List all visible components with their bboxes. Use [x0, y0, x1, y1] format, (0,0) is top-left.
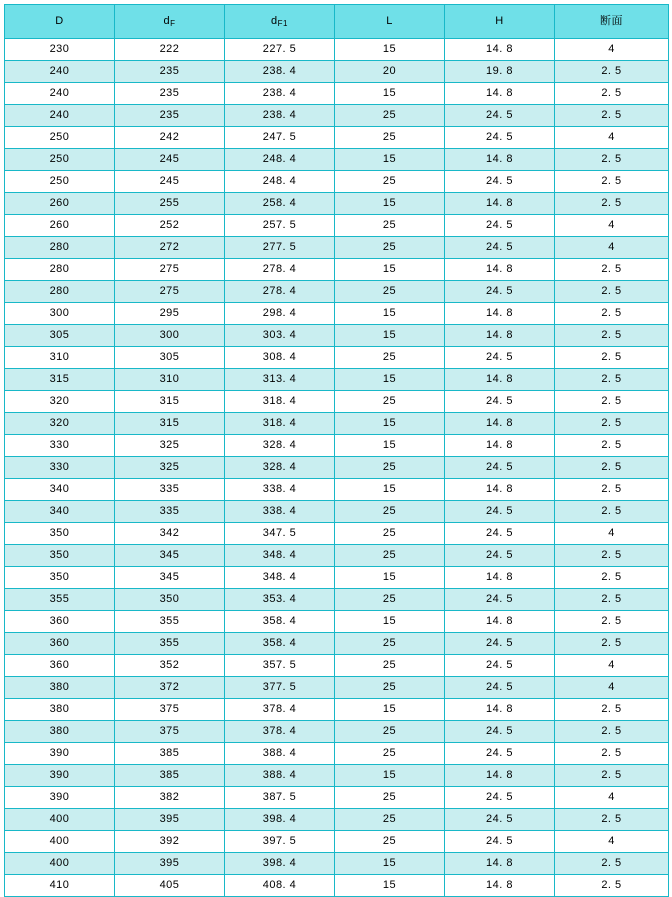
cell-section: 2. 5 [555, 545, 669, 567]
cell-d: 300 [5, 303, 115, 325]
cell-h: 24. 5 [445, 237, 555, 259]
cell-d: 250 [5, 127, 115, 149]
cell-l: 25 [335, 633, 445, 655]
cell-df1: 388. 4 [225, 743, 335, 765]
cell-h: 24. 5 [445, 457, 555, 479]
cell-section: 4 [555, 523, 669, 545]
cell-df: 235 [115, 61, 225, 83]
cell-l: 25 [335, 787, 445, 809]
cell-section: 2. 5 [555, 391, 669, 413]
table-row [5, 457, 669, 479]
cell-df: 235 [115, 83, 225, 105]
cell-l: 25 [335, 655, 445, 677]
column-header-l-text: L [386, 15, 393, 27]
cell-section: 2. 5 [555, 259, 669, 281]
cell-d: 280 [5, 259, 115, 281]
column-header-df1-text: d [271, 15, 278, 27]
cell-section: 2. 5 [555, 875, 669, 897]
cell-l: 25 [335, 677, 445, 699]
cell-l: 25 [335, 831, 445, 853]
cell-l: 15 [335, 325, 445, 347]
cell-df1: 238. 4 [225, 83, 335, 105]
cell-d: 240 [5, 83, 115, 105]
cell-l: 25 [335, 809, 445, 831]
cell-l: 15 [335, 149, 445, 171]
cell-df1: 278. 4 [225, 259, 335, 281]
cell-section: 2. 5 [555, 303, 669, 325]
cell-df1: 398. 4 [225, 809, 335, 831]
cell-l: 15 [335, 39, 445, 61]
table-row [5, 61, 669, 83]
column-header-df1 [225, 5, 335, 39]
cell-section: 2. 5 [555, 611, 669, 633]
cell-h: 14. 8 [445, 765, 555, 787]
cell-df: 405 [115, 875, 225, 897]
cell-section: 2. 5 [555, 369, 669, 391]
cell-df: 315 [115, 413, 225, 435]
cell-df1: 338. 4 [225, 479, 335, 501]
cell-df1: 248. 4 [225, 149, 335, 171]
cell-h: 24. 5 [445, 589, 555, 611]
cell-d: 390 [5, 787, 115, 809]
cell-df: 310 [115, 369, 225, 391]
table-row [5, 105, 669, 127]
column-header-df-text: d [163, 15, 171, 27]
cell-section: 2. 5 [555, 589, 669, 611]
dimension-table [4, 4, 669, 897]
cell-l: 25 [335, 457, 445, 479]
cell-section: 2. 5 [555, 61, 669, 83]
cell-h: 24. 5 [445, 743, 555, 765]
table-row [5, 127, 669, 149]
cell-l: 15 [335, 83, 445, 105]
cell-df1: 388. 4 [225, 765, 335, 787]
cell-df1: 247. 5 [225, 127, 335, 149]
cell-df1: 227. 5 [225, 39, 335, 61]
table-row [5, 677, 669, 699]
table-row [5, 171, 669, 193]
cell-d: 240 [5, 105, 115, 127]
cell-section: 2. 5 [555, 501, 669, 523]
cell-d: 340 [5, 479, 115, 501]
cell-df: 352 [115, 655, 225, 677]
cell-section: 2. 5 [555, 457, 669, 479]
cell-df1: 238. 4 [225, 61, 335, 83]
table-row [5, 765, 669, 787]
cell-l: 25 [335, 721, 445, 743]
table-row [5, 875, 669, 897]
cell-l: 25 [335, 347, 445, 369]
cell-df: 335 [115, 479, 225, 501]
cell-df: 275 [115, 259, 225, 281]
cell-h: 14. 8 [445, 303, 555, 325]
cell-h: 24. 5 [445, 721, 555, 743]
cell-l: 15 [335, 699, 445, 721]
cell-df1: 378. 4 [225, 699, 335, 721]
cell-df: 342 [115, 523, 225, 545]
column-header-df-sub: F [170, 19, 176, 28]
column-header-d-text: D [55, 15, 64, 27]
cell-df: 345 [115, 567, 225, 589]
table-row [5, 721, 669, 743]
cell-d: 350 [5, 567, 115, 589]
cell-l: 25 [335, 743, 445, 765]
cell-section: 4 [555, 39, 669, 61]
cell-h: 14. 8 [445, 39, 555, 61]
cell-df1: 387. 5 [225, 787, 335, 809]
cell-df: 345 [115, 545, 225, 567]
table-row [5, 809, 669, 831]
cell-section: 2. 5 [555, 743, 669, 765]
cell-df: 355 [115, 633, 225, 655]
cell-h: 19. 8 [445, 61, 555, 83]
cell-d: 350 [5, 545, 115, 567]
cell-df: 372 [115, 677, 225, 699]
cell-df1: 353. 4 [225, 589, 335, 611]
cell-df: 222 [115, 39, 225, 61]
cell-df: 242 [115, 127, 225, 149]
table-row [5, 633, 669, 655]
cell-section: 2. 5 [555, 347, 669, 369]
column-header-section [555, 5, 669, 39]
cell-df: 305 [115, 347, 225, 369]
table-row [5, 479, 669, 501]
cell-df: 392 [115, 831, 225, 853]
cell-section: 2. 5 [555, 809, 669, 831]
cell-d: 260 [5, 215, 115, 237]
cell-h: 24. 5 [445, 809, 555, 831]
cell-h: 14. 8 [445, 83, 555, 105]
cell-df: 350 [115, 589, 225, 611]
cell-l: 15 [335, 875, 445, 897]
cell-df1: 358. 4 [225, 633, 335, 655]
cell-l: 15 [335, 853, 445, 875]
cell-h: 14. 8 [445, 567, 555, 589]
cell-l: 25 [335, 281, 445, 303]
cell-d: 330 [5, 435, 115, 457]
cell-l: 25 [335, 545, 445, 567]
cell-section: 2. 5 [555, 171, 669, 193]
cell-section: 4 [555, 655, 669, 677]
cell-d: 360 [5, 655, 115, 677]
cell-l: 15 [335, 435, 445, 457]
table-row [5, 545, 669, 567]
cell-d: 305 [5, 325, 115, 347]
cell-df1: 408. 4 [225, 875, 335, 897]
cell-l: 25 [335, 589, 445, 611]
cell-l: 20 [335, 61, 445, 83]
table-row [5, 831, 669, 853]
cell-l: 25 [335, 523, 445, 545]
cell-section: 4 [555, 831, 669, 853]
cell-df: 272 [115, 237, 225, 259]
table-row [5, 391, 669, 413]
cell-df1: 277. 5 [225, 237, 335, 259]
cell-l: 15 [335, 567, 445, 589]
cell-h: 24. 5 [445, 347, 555, 369]
cell-h: 24. 5 [445, 677, 555, 699]
cell-d: 280 [5, 237, 115, 259]
table-row [5, 589, 669, 611]
column-header-h [445, 5, 555, 39]
cell-d: 320 [5, 391, 115, 413]
column-header-h-text: H [495, 15, 504, 27]
cell-df: 385 [115, 765, 225, 787]
cell-df: 252 [115, 215, 225, 237]
cell-d: 230 [5, 39, 115, 61]
table-row [5, 413, 669, 435]
table-row [5, 611, 669, 633]
cell-section: 2. 5 [555, 325, 669, 347]
cell-l: 25 [335, 501, 445, 523]
table-row [5, 193, 669, 215]
cell-section: 2. 5 [555, 193, 669, 215]
cell-section: 4 [555, 127, 669, 149]
table-row [5, 699, 669, 721]
cell-section: 2. 5 [555, 83, 669, 105]
cell-d: 310 [5, 347, 115, 369]
table-row [5, 655, 669, 677]
cell-df1: 328. 4 [225, 457, 335, 479]
cell-df1: 258. 4 [225, 193, 335, 215]
cell-df1: 338. 4 [225, 501, 335, 523]
cell-h: 14. 8 [445, 149, 555, 171]
cell-df1: 377. 5 [225, 677, 335, 699]
cell-section: 2. 5 [555, 281, 669, 303]
cell-h: 24. 5 [445, 281, 555, 303]
cell-section: 2. 5 [555, 853, 669, 875]
column-header-d [5, 5, 115, 39]
cell-d: 355 [5, 589, 115, 611]
cell-h: 14. 8 [445, 435, 555, 457]
table-row [5, 853, 669, 875]
table-body [5, 39, 669, 897]
cell-d: 410 [5, 875, 115, 897]
cell-h: 24. 5 [445, 391, 555, 413]
cell-df1: 278. 4 [225, 281, 335, 303]
cell-l: 25 [335, 391, 445, 413]
cell-df: 235 [115, 105, 225, 127]
cell-h: 24. 5 [445, 171, 555, 193]
cell-d: 380 [5, 677, 115, 699]
cell-section: 2. 5 [555, 721, 669, 743]
cell-df: 395 [115, 853, 225, 875]
cell-section: 2. 5 [555, 699, 669, 721]
cell-df: 300 [115, 325, 225, 347]
cell-h: 14. 8 [445, 413, 555, 435]
table-row [5, 237, 669, 259]
cell-l: 15 [335, 479, 445, 501]
cell-df1: 308. 4 [225, 347, 335, 369]
table-row [5, 567, 669, 589]
table-row [5, 259, 669, 281]
cell-section: 4 [555, 237, 669, 259]
cell-section: 4 [555, 677, 669, 699]
cell-d: 330 [5, 457, 115, 479]
cell-d: 240 [5, 61, 115, 83]
column-header-df [115, 5, 225, 39]
cell-section: 2. 5 [555, 435, 669, 457]
cell-l: 15 [335, 303, 445, 325]
cell-h: 14. 8 [445, 699, 555, 721]
cell-l: 25 [335, 237, 445, 259]
cell-h: 24. 5 [445, 523, 555, 545]
cell-df: 245 [115, 149, 225, 171]
cell-df: 295 [115, 303, 225, 325]
cell-h: 14. 8 [445, 875, 555, 897]
cell-df1: 257. 5 [225, 215, 335, 237]
cell-l: 15 [335, 369, 445, 391]
table-header [5, 5, 669, 39]
table-row [5, 149, 669, 171]
cell-d: 250 [5, 149, 115, 171]
cell-d: 390 [5, 743, 115, 765]
cell-df1: 378. 4 [225, 721, 335, 743]
cell-section: 2. 5 [555, 149, 669, 171]
cell-section: 4 [555, 787, 669, 809]
cell-h: 24. 5 [445, 831, 555, 853]
cell-df: 255 [115, 193, 225, 215]
cell-df: 382 [115, 787, 225, 809]
cell-df: 325 [115, 457, 225, 479]
cell-h: 14. 8 [445, 369, 555, 391]
cell-df: 325 [115, 435, 225, 457]
cell-h: 14. 8 [445, 259, 555, 281]
cell-l: 25 [335, 105, 445, 127]
cell-d: 400 [5, 809, 115, 831]
cell-d: 400 [5, 853, 115, 875]
cell-df1: 397. 5 [225, 831, 335, 853]
cell-d: 340 [5, 501, 115, 523]
cell-d: 320 [5, 413, 115, 435]
cell-l: 25 [335, 215, 445, 237]
cell-l: 15 [335, 259, 445, 281]
table-row [5, 215, 669, 237]
cell-h: 24. 5 [445, 127, 555, 149]
cell-h: 14. 8 [445, 325, 555, 347]
column-header-df1-sub: F1 [277, 19, 288, 28]
table-header-row [5, 5, 669, 39]
cell-df: 275 [115, 281, 225, 303]
column-header-section-text: 断面 [600, 15, 623, 27]
cell-d: 390 [5, 765, 115, 787]
cell-d: 260 [5, 193, 115, 215]
table-row [5, 347, 669, 369]
table-row [5, 501, 669, 523]
table-row [5, 787, 669, 809]
cell-df1: 358. 4 [225, 611, 335, 633]
cell-df: 245 [115, 171, 225, 193]
cell-df1: 313. 4 [225, 369, 335, 391]
cell-df: 395 [115, 809, 225, 831]
cell-l: 15 [335, 611, 445, 633]
cell-h: 24. 5 [445, 787, 555, 809]
table-row [5, 369, 669, 391]
cell-section: 2. 5 [555, 765, 669, 787]
cell-d: 380 [5, 721, 115, 743]
cell-d: 280 [5, 281, 115, 303]
table-row [5, 281, 669, 303]
cell-d: 400 [5, 831, 115, 853]
cell-df1: 398. 4 [225, 853, 335, 875]
cell-d: 360 [5, 611, 115, 633]
cell-l: 15 [335, 193, 445, 215]
column-header-l [335, 5, 445, 39]
table-row [5, 83, 669, 105]
cell-h: 24. 5 [445, 655, 555, 677]
table-row [5, 303, 669, 325]
cell-df1: 347. 5 [225, 523, 335, 545]
cell-section: 2. 5 [555, 479, 669, 501]
cell-h: 14. 8 [445, 479, 555, 501]
cell-df: 315 [115, 391, 225, 413]
cell-df1: 318. 4 [225, 413, 335, 435]
cell-d: 350 [5, 523, 115, 545]
cell-df: 375 [115, 699, 225, 721]
cell-df1: 318. 4 [225, 391, 335, 413]
cell-section: 4 [555, 215, 669, 237]
cell-d: 360 [5, 633, 115, 655]
cell-l: 15 [335, 765, 445, 787]
cell-df1: 303. 4 [225, 325, 335, 347]
cell-d: 250 [5, 171, 115, 193]
cell-df1: 328. 4 [225, 435, 335, 457]
cell-df1: 357. 5 [225, 655, 335, 677]
table-row [5, 39, 669, 61]
cell-section: 2. 5 [555, 567, 669, 589]
cell-d: 315 [5, 369, 115, 391]
cell-section: 2. 5 [555, 633, 669, 655]
cell-h: 14. 8 [445, 853, 555, 875]
cell-l: 25 [335, 171, 445, 193]
cell-df1: 348. 4 [225, 545, 335, 567]
cell-h: 24. 5 [445, 215, 555, 237]
cell-h: 14. 8 [445, 193, 555, 215]
table-row [5, 523, 669, 545]
table-row [5, 743, 669, 765]
cell-df1: 348. 4 [225, 567, 335, 589]
cell-section: 2. 5 [555, 105, 669, 127]
cell-h: 24. 5 [445, 501, 555, 523]
cell-df1: 248. 4 [225, 171, 335, 193]
cell-d: 380 [5, 699, 115, 721]
cell-df1: 238. 4 [225, 105, 335, 127]
table-row [5, 435, 669, 457]
cell-h: 24. 5 [445, 633, 555, 655]
cell-df: 375 [115, 721, 225, 743]
cell-h: 24. 5 [445, 545, 555, 567]
cell-df: 335 [115, 501, 225, 523]
table-row [5, 325, 669, 347]
cell-h: 14. 8 [445, 611, 555, 633]
cell-df: 355 [115, 611, 225, 633]
cell-df1: 298. 4 [225, 303, 335, 325]
cell-l: 15 [335, 413, 445, 435]
cell-h: 24. 5 [445, 105, 555, 127]
cell-section: 2. 5 [555, 413, 669, 435]
cell-df: 385 [115, 743, 225, 765]
cell-l: 25 [335, 127, 445, 149]
